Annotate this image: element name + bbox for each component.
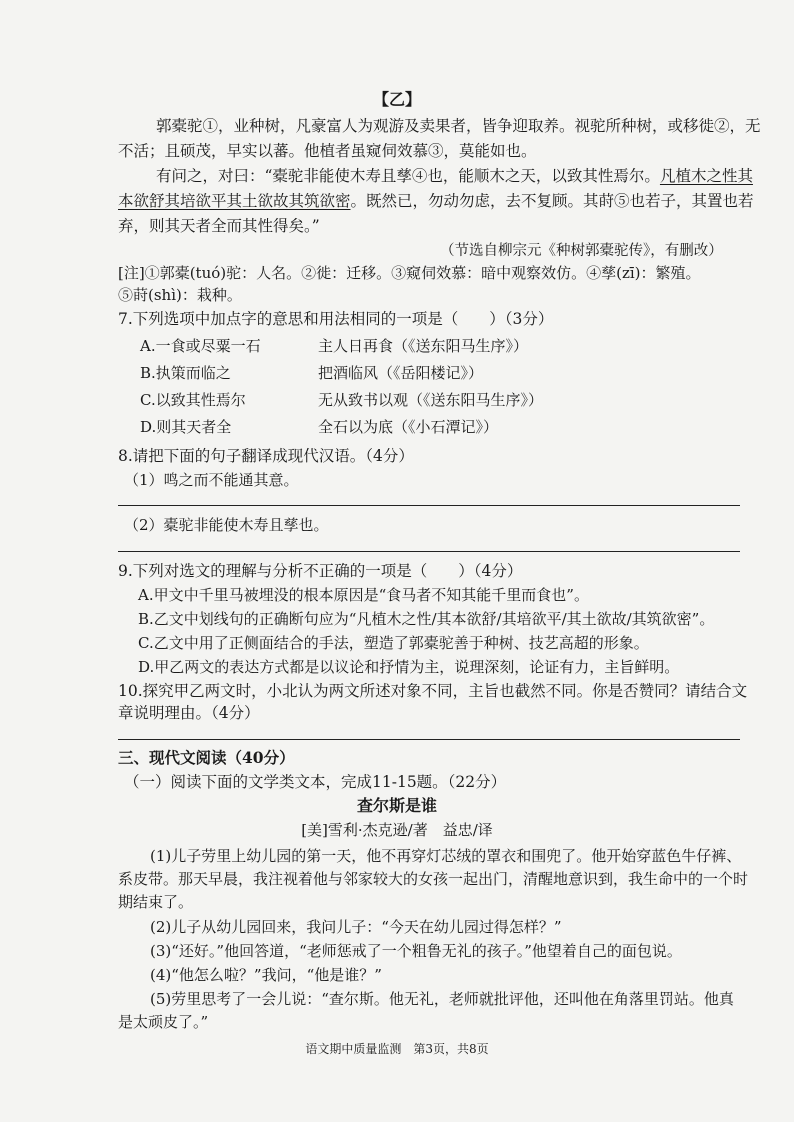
q9-option-c: C.乙文中用了正侧面结合的手法，塑造了郭橐驼善于种树、技艺高超的形象。 xyxy=(138,634,649,652)
passage-text: 有问之，对曰：“橐驼非能使木寿且孳④也，能顺木之天，以致其性焉尔。 xyxy=(156,167,660,185)
answer-line[interactable] xyxy=(118,505,740,506)
q9-option-a: A.甲文中千里马被埋没的根本原因是“食马者不知其能千里而食也”。 xyxy=(138,586,589,604)
story-paragraph: 期结束了。 xyxy=(118,893,194,911)
question-9-stem: 9.下列对选文的理解与分析不正确的一项是（ ）（4分） xyxy=(118,562,523,580)
annotation-note: ⑤莳(shì)：栽种。 xyxy=(118,286,242,304)
q7-option-d-right: 全石以为底（《小石潭记》） xyxy=(318,418,499,436)
q7-option-a-left: A.一食或尽粟一石 xyxy=(140,337,261,355)
story-paragraph: (3)“还好。”他回答道，“老师惩戒了一个粗鲁无礼的孩子。”他望着自己的面包说。 xyxy=(150,942,682,960)
passage-line: 不活；且硕茂，早实以蕃。他植者虽窥伺效慕③，莫能如也。 xyxy=(118,142,537,160)
q7-option-c-right: 无从致书以观（《送东阳马生序》） xyxy=(318,391,544,409)
passage-source: （节选自柳宗元《种树郭橐驼传》，有删改） xyxy=(440,243,723,259)
answer-line[interactable] xyxy=(118,739,740,740)
question-10-line: 10.探究甲乙两文时，小北认为两文所述对象不同，主旨也截然不同。你是否赞同？请结合文 xyxy=(118,682,748,700)
section-subheading: （一）阅读下面的文学类文本，完成11-15题。（22分） xyxy=(124,773,507,791)
annotation-note: [注]①郭橐(tuó)驼：人名。②徙：迁移。③窥伺效慕：暗中观察效仿。④孳(zī)：繁殖。 xyxy=(118,264,701,282)
story-paragraph: (1)儿子劳里上幼儿园的第一天，他不再穿灯芯绒的罩衣和围兜了。他开始穿蓝色牛仔裤、 xyxy=(150,847,742,865)
story-byline: [美]雪利·杰克逊/著 益忠/译 xyxy=(301,821,493,839)
question-8-stem: 8.请把下面的句子翻译成现代汉语。（4分） xyxy=(118,447,414,465)
story-title: 查尔斯是谁 xyxy=(356,796,437,815)
yi-heading: 【乙】 xyxy=(372,90,421,109)
q8-sentence-2: （2）橐驼非能使木寿且孳也。 xyxy=(124,516,329,534)
passage-line: 弃，则其天者全而其性得矣。” xyxy=(118,217,320,235)
q9-option-d: D.甲乙两文的表达方式都是以议论和抒情为主，说理深刻，论证有力，主旨鲜明。 xyxy=(138,658,680,676)
passage-line xyxy=(118,191,754,211)
q7-option-c-left: C.以致其性焉尔 xyxy=(140,391,246,409)
q8-sentence-1: （1）鸣之而不能通其意。 xyxy=(124,471,299,489)
story-paragraph: (2)儿子从幼儿园回来，我问儿子：“今天在幼儿园过得怎样？” xyxy=(150,918,562,936)
q7-option-b-left: B.执策而临之 xyxy=(140,364,231,382)
story-paragraph: 系皮带。那天早晨，我注视着他与邻家较大的女孩一起出门，清醒地意识到，我生命中的一个时 xyxy=(118,870,749,888)
story-paragraph: (5)劳里思考了一会儿说：“查尔斯。他无礼，老师就批评他，还叫他在角落里罚站。他真 xyxy=(150,990,734,1008)
passage-text: 。既然已，勿动勿虑，去不复顾。其莳⑤也若子，其置也若 xyxy=(350,192,754,210)
question-10-line: 章说明理由。（4分） xyxy=(118,704,260,722)
q7-option-b-right: 把酒临风（《岳阳楼记》） xyxy=(318,364,484,382)
underlined-sentence: 凡植木之性其 xyxy=(659,167,753,185)
q7-option-d-left: D.则其天者全 xyxy=(140,418,232,436)
passage-line: 郭橐驼①，业种树，凡豪富人为观游及卖果者，皆争迎取养。视驼所种树，或移徙②，无 xyxy=(156,117,761,135)
story-paragraph: (4)“他怎么啦？”我问，“他是谁？” xyxy=(150,966,382,984)
q9-option-b: B.乙文中划线句的正确断句应为“凡植木之性/其本欲舒/其培欲平/其土欲故/其筑欲密”。 xyxy=(138,610,715,628)
q7-option-a-right: 主人日再食（《送东阳马生序》） xyxy=(318,337,529,355)
question-7-stem: 7.下列选项中加点字的意思和用法相同的一项是（ ）（3分） xyxy=(118,310,554,328)
section-heading: 三、现代文阅读（40分） xyxy=(118,748,295,767)
story-paragraph: 是太顽皮了。” xyxy=(118,1013,209,1031)
answer-line[interactable] xyxy=(118,551,740,552)
passage-line xyxy=(156,166,753,186)
page-footer: 语文期中质量监测 第3页，共8页 xyxy=(305,1042,489,1056)
underlined-sentence: 本欲舒其培欲平其土欲故其筑欲密 xyxy=(118,192,351,210)
